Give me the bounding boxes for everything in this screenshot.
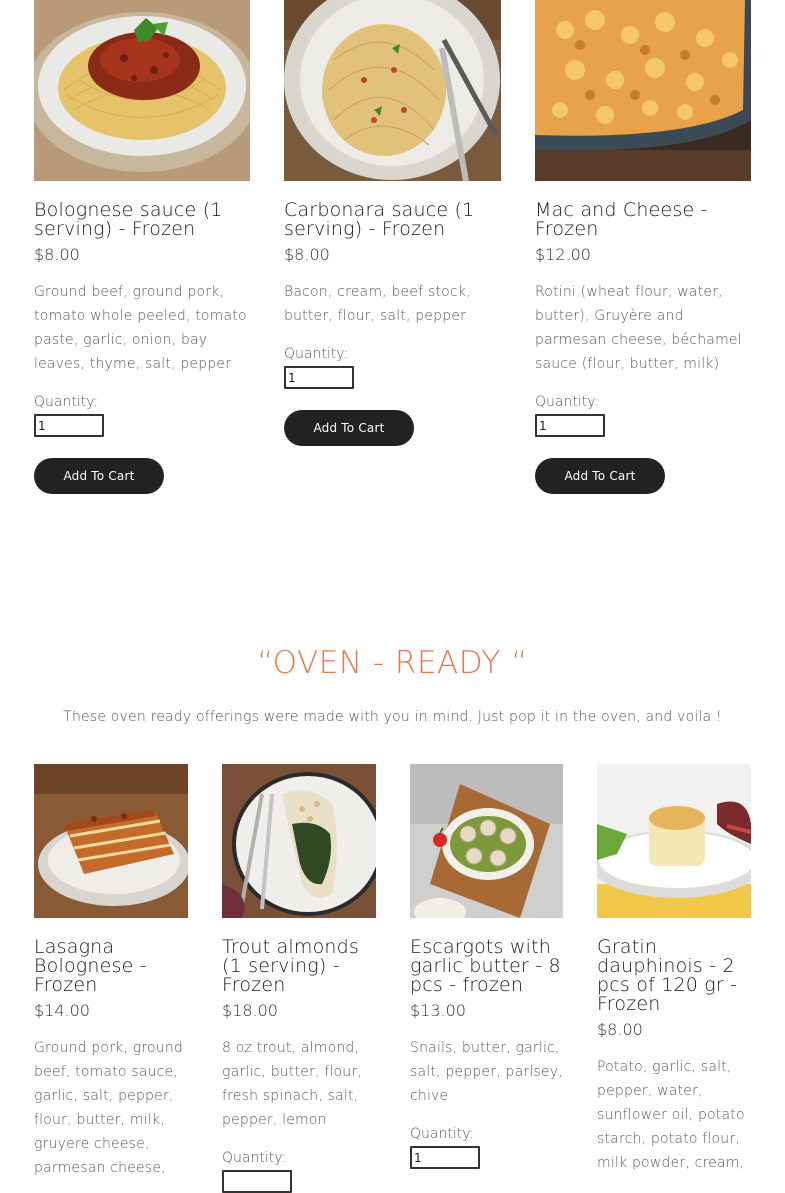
- quantity-label: Quantity:: [535, 394, 600, 410]
- quantity-input[interactable]: [222, 1170, 292, 1193]
- trout-photo: [222, 764, 376, 918]
- bolognese-photo: [34, 0, 250, 181]
- product-description: Ground beef, ground pork, tomato whole peeled, tomato paste, garlic, onion, bay leaves, thyme, salt, pepper: [34, 284, 247, 372]
- product-title[interactable]: Trout almonds (1 serving) - Frozen: [222, 936, 360, 996]
- product-card-mac-and-cheese: [535, 0, 751, 494]
- product-price: $18.00: [222, 1001, 278, 1020]
- section-title: “OVEN - READY “: [257, 645, 528, 681]
- product-image-lasagna[interactable]: [34, 764, 188, 918]
- quantity-input[interactable]: [284, 366, 354, 389]
- quantity-input[interactable]: [410, 1146, 480, 1169]
- lasagna-photo: [34, 764, 188, 918]
- product-image-bolognese[interactable]: [34, 0, 250, 181]
- section-subtitle: These oven ready offerings were made with you in mind. Just pop it in the oven, and voila !: [63, 709, 722, 725]
- product-price: $8.00: [597, 1020, 643, 1039]
- product-description: 8 oz trout, almond, garlic, butter, flour, fresh spinach, salt, pepper, lemon: [222, 1040, 362, 1128]
- product-price: $8.00: [284, 245, 330, 264]
- product-title[interactable]: Gratin dauphinois - 2 pcs of 120 gr - Frozen: [597, 936, 738, 1015]
- gratin-photo: [597, 764, 751, 918]
- product-description: Rotini (wheat flour, water, butter), Gruyère and parmesan cheese, béchamel sauce (flour, butter, milk): [535, 284, 742, 372]
- quantity-label: Quantity:: [222, 1150, 287, 1166]
- product-image-carbonara[interactable]: [284, 0, 501, 181]
- product-image-trout[interactable]: [222, 764, 376, 918]
- add-to-cart-button[interactable]: Add To Cart: [284, 410, 414, 446]
- carbonara-photo: [284, 0, 501, 181]
- product-title[interactable]: Bolognese sauce (1 serving) - Frozen: [34, 199, 223, 240]
- product-card-gratin: [597, 764, 751, 1175]
- product-description: Bacon, cream, beef stock, butter, flour, salt, pepper: [284, 284, 471, 324]
- quantity-label: Quantity:: [34, 394, 99, 410]
- product-price: $8.00: [34, 245, 80, 264]
- product-title[interactable]: Carbonara sauce (1 serving) - Frozen: [284, 199, 475, 240]
- add-to-cart-button[interactable]: Add To Cart: [34, 458, 164, 494]
- quantity-label: Quantity:: [284, 346, 349, 362]
- escargots-photo: [410, 764, 563, 918]
- quantity-input[interactable]: [535, 414, 605, 437]
- product-price: $13.00: [410, 1001, 466, 1020]
- product-card-carbonara: [284, 0, 501, 446]
- product-image-escargots[interactable]: [410, 764, 563, 918]
- add-to-cart-button[interactable]: Add To Cart: [535, 458, 665, 494]
- product-card-escargots: [410, 764, 563, 1169]
- product-description: Ground pork, ground beef, tomato sauce, garlic, salt, pepper, flour, butter, milk, gruyere cheese, parmesan cheese,: [34, 1040, 184, 1176]
- quantity-label: Quantity:: [410, 1126, 475, 1142]
- product-price: $12.00: [535, 245, 591, 264]
- product-image-mac-and-cheese[interactable]: [535, 0, 751, 181]
- product-title[interactable]: Escargots with garlic butter - 8 pcs - frozen: [410, 936, 561, 996]
- product-title[interactable]: Mac and Cheese - Frozen: [535, 199, 708, 240]
- product-card-trout: [222, 764, 376, 1193]
- product-image-gratin[interactable]: [597, 764, 751, 918]
- product-card-lasagna: [34, 764, 188, 1180]
- product-price: $14.00: [34, 1001, 90, 1020]
- mac-and-cheese-photo: [535, 0, 751, 181]
- product-card-bolognese: [34, 0, 250, 494]
- product-description: Snails, butter, garlic, salt, pepper, parlsey, chive: [410, 1040, 563, 1104]
- product-description: Potato, garlic, salt, pepper, water, sunflower oil, potato starch, potato flour, milk powder, cream,: [597, 1059, 745, 1171]
- quantity-input[interactable]: [34, 414, 104, 437]
- product-title[interactable]: Lasagna Bolognese - Frozen: [34, 936, 147, 996]
